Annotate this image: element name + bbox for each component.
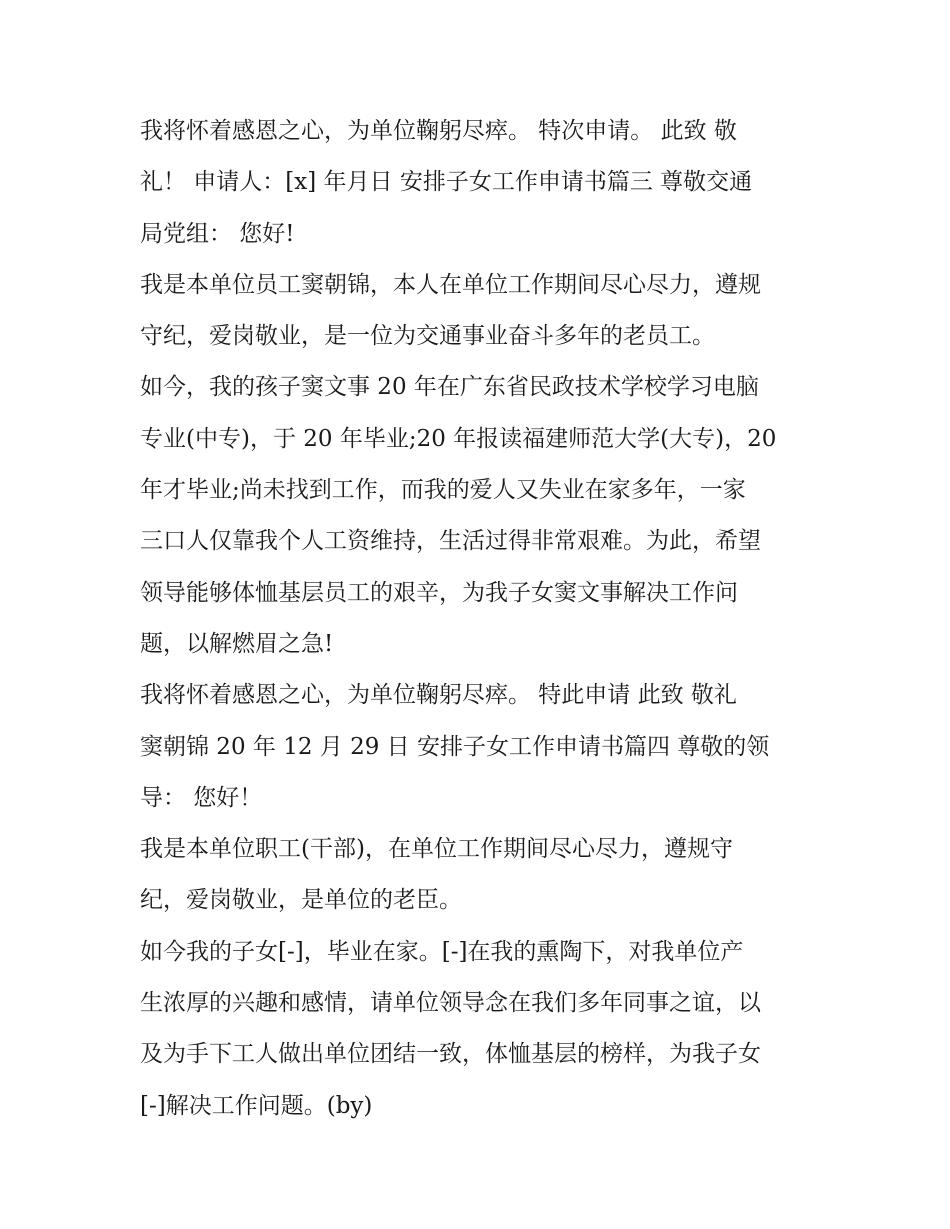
text-line: 三口人仅靠我个人工资维持，生活过得非常艰难。为此，希望	[140, 528, 761, 555]
document-body	[140, 106, 820, 1132]
text-line: 生浓厚的兴趣和感情，请单位领导念在我们多年同事之谊，以	[140, 990, 761, 1017]
text-line: 守纪，爱岗敬业，是一位为交通事业奋斗多年的老员工。	[140, 323, 715, 350]
text-line: 题，以解燃眉之急!	[140, 630, 334, 657]
text-line: 纪，爱岗敬业，是单位的老臣。	[140, 887, 462, 914]
text-line: 如今我的子女[-]，毕业在家。[-]在我的熏陶下，对我单位产	[140, 938, 744, 965]
text-line: 窦朝锦 20 年 12 月 29 日 安排子女工作申请书篇四 尊敬的领	[140, 733, 770, 760]
text-line: [-]解决工作问题。(by)	[140, 1092, 373, 1119]
text-line: 局党组： 您好!	[140, 220, 295, 247]
text-line: 我是本单位职工(干部)，在单位工作期间尽心尽力，遵规守	[140, 836, 733, 863]
text-line: 我将怀着感恩之心，为单位鞠躬尽瘁。 特此申请 此致 敬礼	[140, 682, 737, 709]
text-line: 及为手下工人做出单位团结一致，体恤基层的榜样，为我子女	[140, 1041, 761, 1068]
text-line: 我将怀着感恩之心，为单位鞠躬尽瘁。 特次申请。 此致 敬	[140, 118, 737, 144]
text-line: 我是本单位员工窦朝锦，本人在单位工作期间尽心尽力，遵规	[140, 271, 761, 298]
text-line: 领导能够体恤基层员工的艰辛，为我子女窦文事解决工作问	[140, 579, 738, 606]
text-line: 礼！ 申请人：[x] 年月日 安排子女工作申请书篇三 尊敬交通	[140, 169, 753, 196]
text-line: 如今，我的孩子窦文事 20 年在广东省民政技术学校学习电脑	[140, 374, 759, 401]
text-line: 导： 您好！	[140, 784, 263, 811]
text-line: 年才毕业;尚未找到工作，而我的爱人又失业在家多年，一家	[140, 477, 746, 504]
text-line: 专业(中专)，于 20 年毕业;20 年报读福建师范大学(大专)，20	[140, 425, 777, 452]
